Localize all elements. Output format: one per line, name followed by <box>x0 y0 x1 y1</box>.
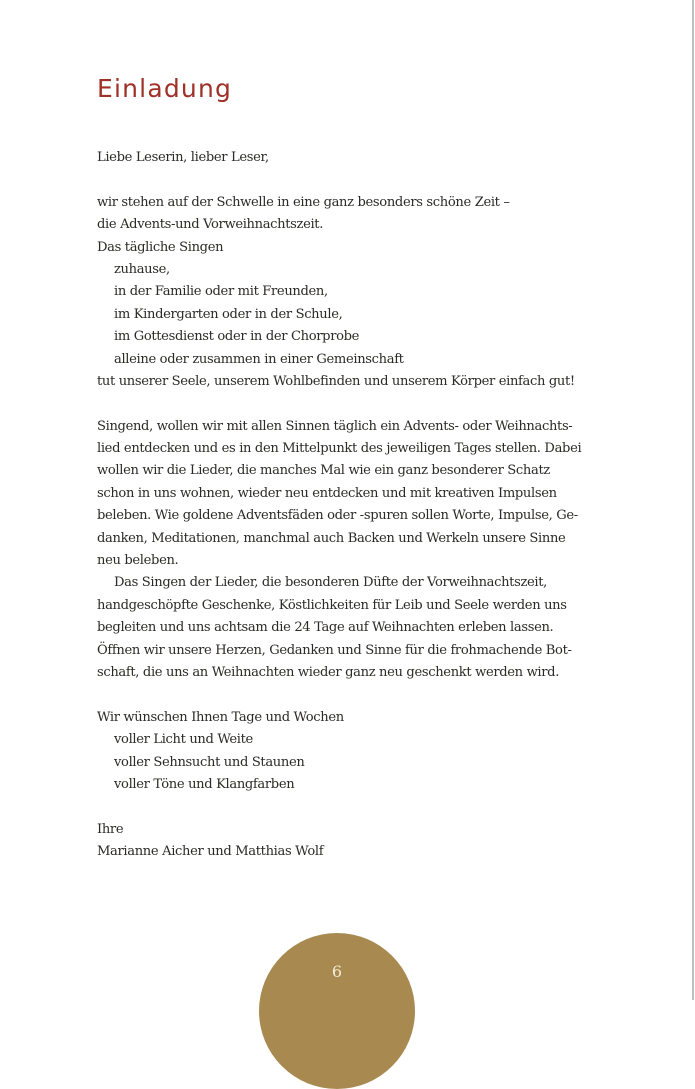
closing: Ihre <box>97 821 124 837</box>
place-line: in der Familie oder mit Freunden, <box>114 284 328 300</box>
intro-end-line: tut unserer Seele, unserem Wohlbefinden und unserem Körper einfach gut! <box>97 373 575 389</box>
page-number-badge <box>259 933 415 1089</box>
page-title: Einladung <box>97 74 233 103</box>
paragraph1-line: danken, Meditationen, manchmal auch Backen und Werkeln unsere Sinne <box>97 530 566 546</box>
intro-line: die Advents-und Vorweihnachtszeit. <box>97 217 324 233</box>
paragraph2-line: Öffnen wir unsere Herzen, Gedanken und Sinne für die frohmachende Bot- <box>97 642 572 658</box>
place-line: im Gottesdienst oder in der Chorprobe <box>114 329 360 345</box>
intro-line: wir stehen auf der Schwelle in eine ganz besonders schöne Zeit – <box>97 194 510 210</box>
paragraph1-line: lied entdecken und es in den Mittelpunkt des jeweiligen Tages stellen. Dabei <box>97 441 582 457</box>
paragraph1-line: Singend, wollen wir mit allen Sinnen täglich ein Advents- oder Weihnachts- <box>97 418 573 434</box>
paragraph2-line: Das Singen der Lieder, die besonderen Düfte der Vorweihnachtszeit, <box>114 575 547 591</box>
paragraph2-line: handgeschöpfte Geschenke, Köstlichkeiten für Leib und Seele werden uns <box>97 597 567 613</box>
paragraph1-line: neu beleben. <box>97 553 179 569</box>
wish-line: voller Töne und Klangfarben <box>114 776 295 792</box>
blank-line <box>97 169 587 191</box>
wish-line: voller Licht und Weite <box>114 732 253 748</box>
paragraph2-line: schaft, die uns an Weihnachten wieder ganz neu geschenkt werden wird. <box>97 664 560 680</box>
intro-line: Das tägliche Singen <box>97 239 224 255</box>
place-line: alleine oder zusammen in einer Gemeinschaft <box>114 351 404 367</box>
signature: Marianne Aicher und Matthias Wolf <box>97 844 324 860</box>
salutation: Liebe Leserin, lieber Leser, <box>97 150 269 165</box>
place-line: zuhause, <box>114 261 170 277</box>
paragraph1-line: schon in uns wohnen, wieder neu entdecken und mit kreativen Impulsen <box>97 485 557 501</box>
blank-line <box>97 684 587 706</box>
wish-line: voller Sehnsucht und Staunen <box>114 754 305 770</box>
paragraph2-line: begleiten und uns achtsam die 24 Tage auf Weihnachten erleben lassen. <box>97 620 554 636</box>
page-edge-divider <box>692 0 694 1000</box>
page-number: 6 <box>331 962 343 981</box>
blank-line <box>97 393 587 415</box>
paragraph1-line: wollen wir die Lieder, die manches Mal wie ein ganz besonderer Schatz <box>97 463 550 479</box>
place-line: im Kindergarten oder in der Schule, <box>114 306 343 322</box>
paragraph1-line: beleben. Wie goldene Adventsfäden oder -spuren sollen Worte, Impulse, Ge- <box>97 508 578 524</box>
letter-body <box>97 147 587 864</box>
wishes-intro: Wir wünschen Ihnen Tage und Wochen <box>97 709 344 725</box>
blank-line <box>97 796 587 818</box>
